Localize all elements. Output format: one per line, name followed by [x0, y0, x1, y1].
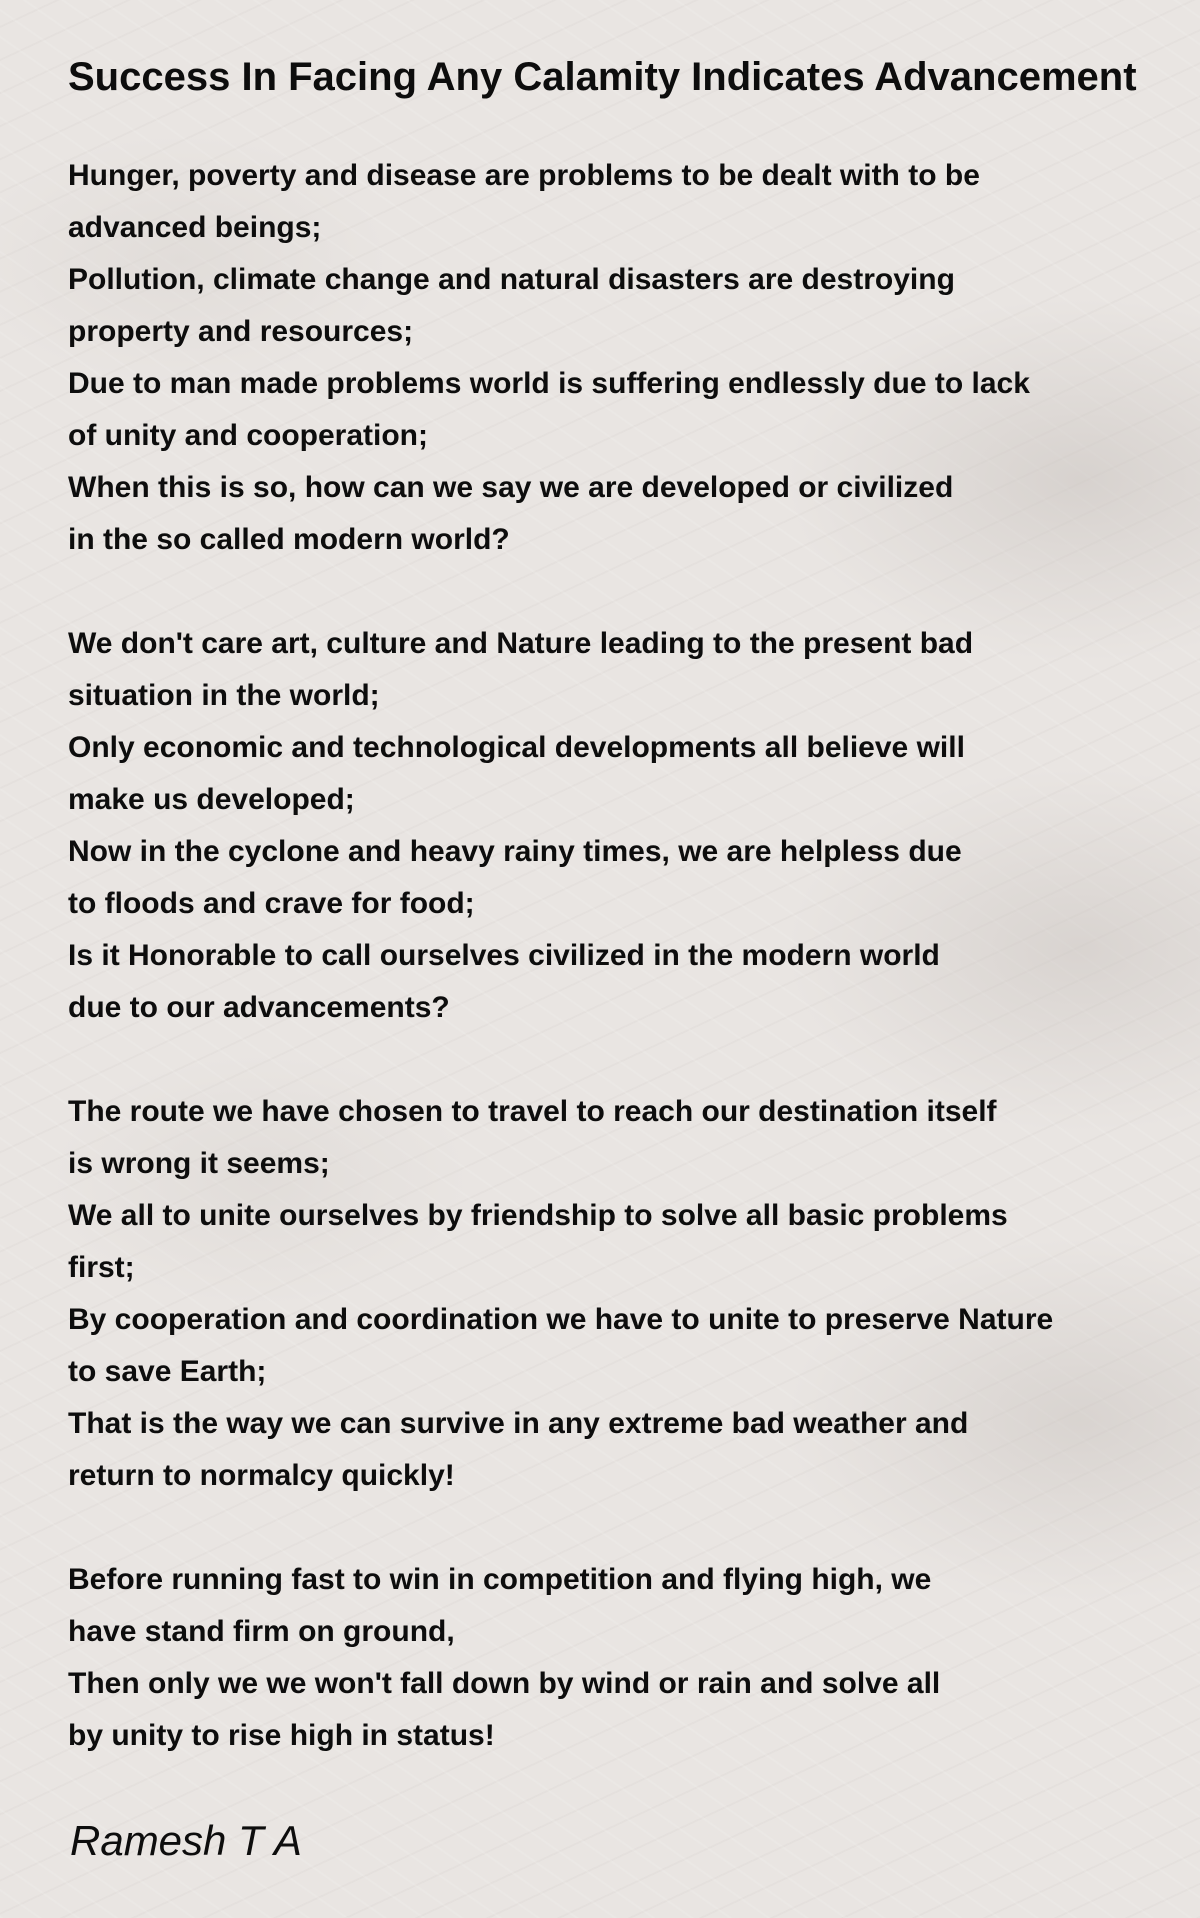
poem-line: Only economic and technological developments all believe will	[68, 731, 965, 764]
poem-line: Before running fast to win in competition and flying high, we	[68, 1563, 932, 1596]
poem-line: property and resources;	[68, 315, 414, 348]
poem-line: to floods and crave for food;	[68, 887, 475, 920]
stanza	[68, 150, 1178, 566]
poem-title: Success In Facing Any Calamity Indicates Advancement	[68, 55, 1137, 99]
poem-line: in the so called modern world?	[68, 523, 510, 556]
stanza	[68, 1554, 1178, 1762]
poem-line: due to our advancements?	[68, 991, 450, 1024]
stanza	[68, 618, 1178, 1034]
author-name: Ramesh T A	[70, 1817, 302, 1864]
poem-line: By cooperation and coordination we have to unite to preserve Nature	[68, 1303, 1054, 1336]
poem-line: Then only we we won't fall down by wind or rain and solve all	[68, 1667, 941, 1700]
poem-line: return to normalcy quickly!	[68, 1459, 455, 1492]
poem-line: Due to man made problems world is suffering endlessly due to lack	[68, 367, 1030, 400]
poem-line: Now in the cyclone and heavy rainy times, we are helpless due	[68, 835, 962, 868]
stanza	[68, 1086, 1178, 1502]
poem-line: We don't care art, culture and Nature leading to the present bad	[68, 627, 974, 660]
poem-line: make us developed;	[68, 783, 355, 816]
poem-line: by unity to rise high in status!	[68, 1719, 495, 1752]
poem-line: first;	[68, 1251, 135, 1284]
poem-line: Pollution, climate change and natural disasters are destroying	[68, 263, 955, 296]
poem-line: That is the way we can survive in any extreme bad weather and	[68, 1407, 969, 1440]
poem-line: to save Earth;	[68, 1355, 267, 1388]
poem-line: of unity and cooperation;	[68, 419, 428, 452]
poem-line: We all to unite ourselves by friendship to solve all basic problems	[68, 1199, 1008, 1232]
poem-line: Hunger, poverty and disease are problems to be dealt with to be	[68, 159, 980, 192]
poem-line: The route we have chosen to travel to reach our destination itself	[68, 1095, 997, 1128]
poem-line: When this is so, how can we say we are developed or civilized	[68, 471, 954, 504]
poem-line: situation in the world;	[68, 679, 380, 712]
poem-line: Is it Honorable to call ourselves civilized in the modern world	[68, 939, 940, 972]
poem-line: advanced beings;	[68, 211, 322, 244]
poem-line: is wrong it seems;	[68, 1147, 330, 1180]
poem-body	[68, 150, 1178, 1814]
poem-line: have stand firm on ground,	[68, 1615, 455, 1648]
